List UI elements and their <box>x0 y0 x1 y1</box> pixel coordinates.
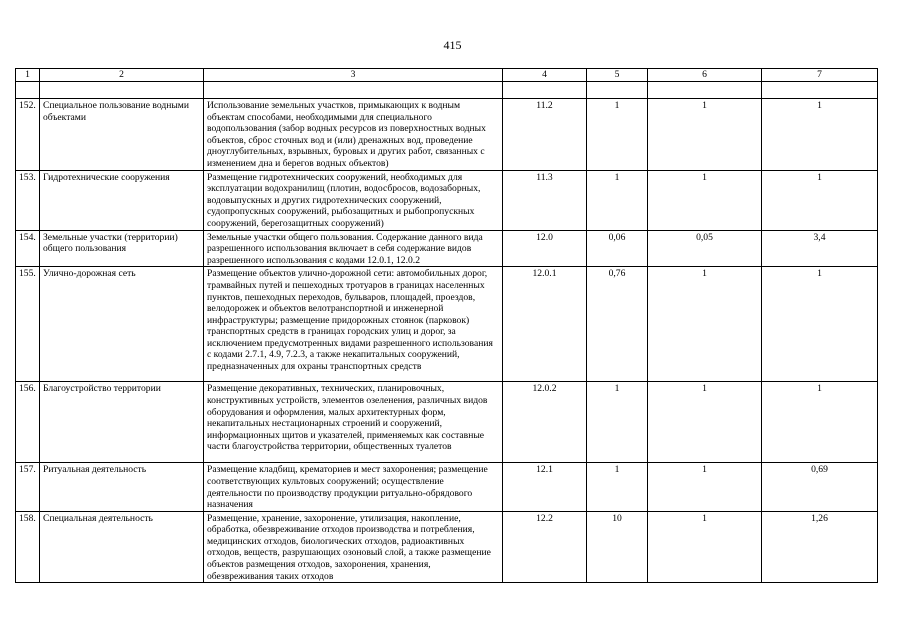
row-number: 155. <box>16 267 40 382</box>
coefficient-col5: 1 <box>587 382 648 463</box>
coefficient-col5: 0,06 <box>587 230 648 267</box>
land-use-name: Гидротехнические сооружения <box>40 170 204 230</box>
row-number: 152. <box>16 99 40 171</box>
land-use-code: 12.0 <box>503 230 587 267</box>
table-row <box>16 230 878 267</box>
land-use-code: 12.1 <box>503 463 587 511</box>
coefficient-col7: 1 <box>762 382 878 463</box>
coefficient-col6: 1 <box>648 170 762 230</box>
land-use-name: Земельные участки (территории) общего пользования <box>40 230 204 267</box>
land-use-name: Улично-дорожная сеть <box>40 267 204 382</box>
land-use-description: Размещение, хранение, захоронение, утилизация, накопление, обработка, обезвреживание отходов производства и потребления, медицинских отходов, биологических отходов, радиоактивных отходов, веществ, разрушающих озоновый слой, а также размещение объектов размещения отходов, захоронения, хранения, обезвреживания таких отходов <box>204 511 503 583</box>
row-number: 154. <box>16 230 40 267</box>
table-row <box>16 382 878 463</box>
coefficient-col7: 0,69 <box>762 463 878 511</box>
coefficient-col5: 1 <box>587 99 648 171</box>
coefficient-col6: 1 <box>648 511 762 583</box>
coefficient-col5: 0,76 <box>587 267 648 382</box>
land-use-name: Специальное пользование водными объектами <box>40 99 204 171</box>
land-use-name: Благоустройство территории <box>40 382 204 463</box>
land-use-description: Размещение кладбищ, крематориев и мест захоронения; размещение соответствующих культовых сооружений; осуществление деятельности по производству продукции ритуально-обрядового назначения <box>204 463 503 511</box>
land-use-description: Размещение гидротехнических сооружений, необходимых для эксплуатации водохранилищ (плотин, водосбросов, водозаборных, водовыпускных и других гидротехнических сооружений, судопропускных сооружений, рыбозащитных и рыбопропускных сооружений, берегозащитных сооружений) <box>204 170 503 230</box>
column-header: 5 <box>587 69 648 82</box>
column-header: 1 <box>16 69 40 82</box>
coefficient-col5: 1 <box>587 170 648 230</box>
land-use-code: 12.2 <box>503 511 587 583</box>
spacer-row <box>16 82 878 99</box>
column-header: 6 <box>648 69 762 82</box>
coefficient-col6: 1 <box>648 99 762 171</box>
table-row <box>16 99 878 171</box>
header-row <box>16 69 878 82</box>
coefficient-col7: 1 <box>762 267 878 382</box>
column-header: 2 <box>40 69 204 82</box>
page-number: 415 <box>443 38 462 52</box>
table-row <box>16 463 878 511</box>
land-use-table <box>15 68 878 583</box>
table-row <box>16 511 878 583</box>
land-use-code: 12.0.1 <box>503 267 587 382</box>
land-use-code: 11.2 <box>503 99 587 171</box>
column-header: 3 <box>204 69 503 82</box>
column-header: 7 <box>762 69 878 82</box>
land-use-description: Использование земельных участков, примыкающих к водным объектам способами, необходимыми для специального водопользования (забор водных ресурсов из поверхностных водных объектов, сброс сточных вод и (или) дренажных вод, проведение дноуглубительных, взрывных, буровых и других работ, связанных с изменением дна и берегов водных объектов) <box>204 99 503 171</box>
row-number: 158. <box>16 511 40 583</box>
land-use-description: Размещение декоративных, технических, планировочных, конструктивных устройств, элементов озеленения, различных видов оборудования и оформления, малых архитектурных форм, некапитальных нестационарных строений и сооружений, информационных щитов и указателей, применяемых как составные части благоустройства территории, общественных туалетов <box>204 382 503 463</box>
table-row <box>16 267 878 382</box>
land-use-code: 12.0.2 <box>503 382 587 463</box>
land-use-name: Ритуальная деятельность <box>40 463 204 511</box>
coefficient-col5: 10 <box>587 511 648 583</box>
coefficient-col6: 0,05 <box>648 230 762 267</box>
coefficient-col5: 1 <box>587 463 648 511</box>
table-row <box>16 170 878 230</box>
land-use-code: 11.3 <box>503 170 587 230</box>
column-header: 4 <box>503 69 587 82</box>
row-number: 153. <box>16 170 40 230</box>
row-number: 156. <box>16 382 40 463</box>
coefficient-col7: 1 <box>762 99 878 171</box>
coefficient-col6: 1 <box>648 463 762 511</box>
row-number: 157. <box>16 463 40 511</box>
coefficient-col6: 1 <box>648 267 762 382</box>
coefficient-col6: 1 <box>648 382 762 463</box>
coefficient-col7: 1 <box>762 170 878 230</box>
land-use-name: Специальная деятельность <box>40 511 204 583</box>
coefficient-col7: 1,26 <box>762 511 878 583</box>
land-use-description: Земельные участки общего пользования. Содержание данного вида разрешенного использования включает в себя содержание видов разрешенного использования с кодами 12.0.1, 12.0.2 <box>204 230 503 267</box>
land-use-description: Размещение объектов улично-дорожной сети: автомобильных дорог, трамвайных путей и пешеходных тротуаров в границах населенных пунктов, пешеходных переходов, бульваров, площадей, проездов, велодорожек и объектов велотранспортной и инженерной инфраструктуры; размещение придорожных стоянок (парковок) транспортных средств в границах городских улиц и дорог, за исключением предусмотренных видами разрешенного использования с кодами 2.7.1, 4.9, 7.2.3, а также некапитальных сооружений, предназначенных для охраны транспортных средств <box>204 267 503 382</box>
coefficient-col7: 3,4 <box>762 230 878 267</box>
